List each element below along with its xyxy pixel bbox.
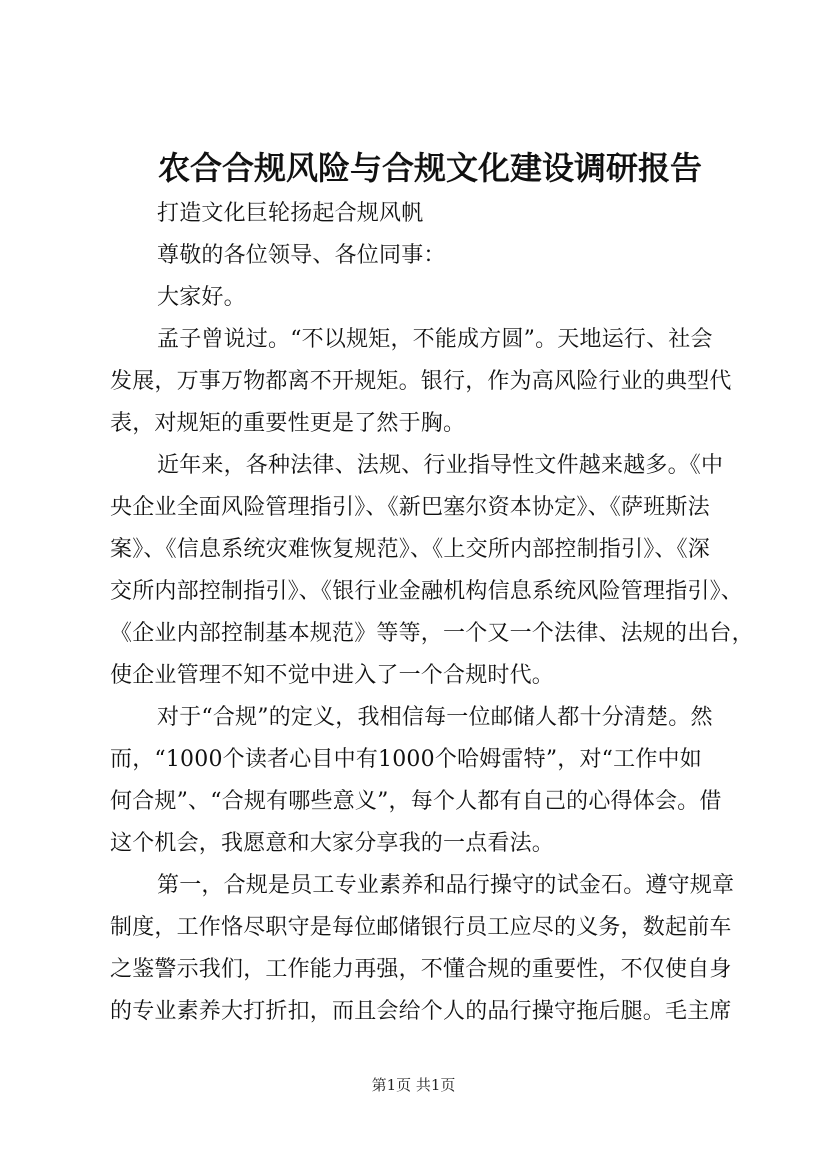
paragraph-line: 的专业素养大打折扣，而且会给个人的品行操守拖后腿。毛主席 — [110, 999, 732, 1024]
paragraph-line: 近年来，各种法律、法规、行业指导性文件越来越多。《中 — [157, 453, 724, 478]
paragraph-line: 发展，万事万物都离不开规矩。银行，作为高风险行业的典型代 — [110, 369, 732, 394]
paragraph-line: 对于“合规”的定义，我相信每一位邮储人都十分清楚。然 — [157, 705, 713, 730]
paragraph-line: 这个机会，我愿意和大家分享我的一点看法。 — [110, 831, 555, 856]
paragraph-line: 案》、《信息系统灾难恢复规范》、《上交所内部控制指引》、《深 — [110, 537, 711, 562]
document-title: 农合合规风险与合规文化建设调研报告 — [158, 149, 703, 187]
paragraph-line: 使企业管理不知不觉中进入了一个合规时代。 — [110, 663, 555, 688]
page-footer: 第1页 共1页 — [371, 1076, 456, 1094]
paragraph-line: 而，“1000个读者心目中有1000个哈姆雷特”，对“工作中如 — [110, 747, 702, 772]
paragraph-line: 《企业内部控制基本规范》等等，一个又一个法律、法规的出台， — [110, 621, 754, 646]
subtitle-line: 打造文化巨轮扬起合规风帆 — [157, 201, 424, 226]
paragraph-line: 表，对规矩的重要性更是了然于胸。 — [110, 411, 466, 436]
greeting-line: 大家好。 — [157, 285, 246, 310]
salutation-line: 尊敬的各位领导、各位同事： — [157, 243, 446, 268]
paragraph-line: 第一，合规是员工专业素养和品行操守的试金石。遵守规章 — [157, 873, 735, 898]
paragraph-line: 央企业全面风险管理指引》、《新巴塞尔资本协定》、《萨班斯法 — [110, 495, 710, 520]
paragraph-line: 制度，工作恪尽职守是每位邮储银行员工应尽的义务，数起前车 — [110, 915, 732, 940]
paragraph-line: 何合规”、“合规有哪些意义”，每个人都有自己的心得体会。借 — [110, 789, 722, 814]
paragraph-line: 交所内部控制指引》、《银行业金融机构信息系统风险管理指引》、 — [110, 579, 744, 604]
paragraph-line: 孟子曾说过。“不以规矩，不能成方圆”。天地运行、社会 — [157, 327, 713, 352]
paragraph-line: 之鉴警示我们，工作能力再强，不懂合规的重要性，不仅使自身 — [110, 957, 732, 982]
